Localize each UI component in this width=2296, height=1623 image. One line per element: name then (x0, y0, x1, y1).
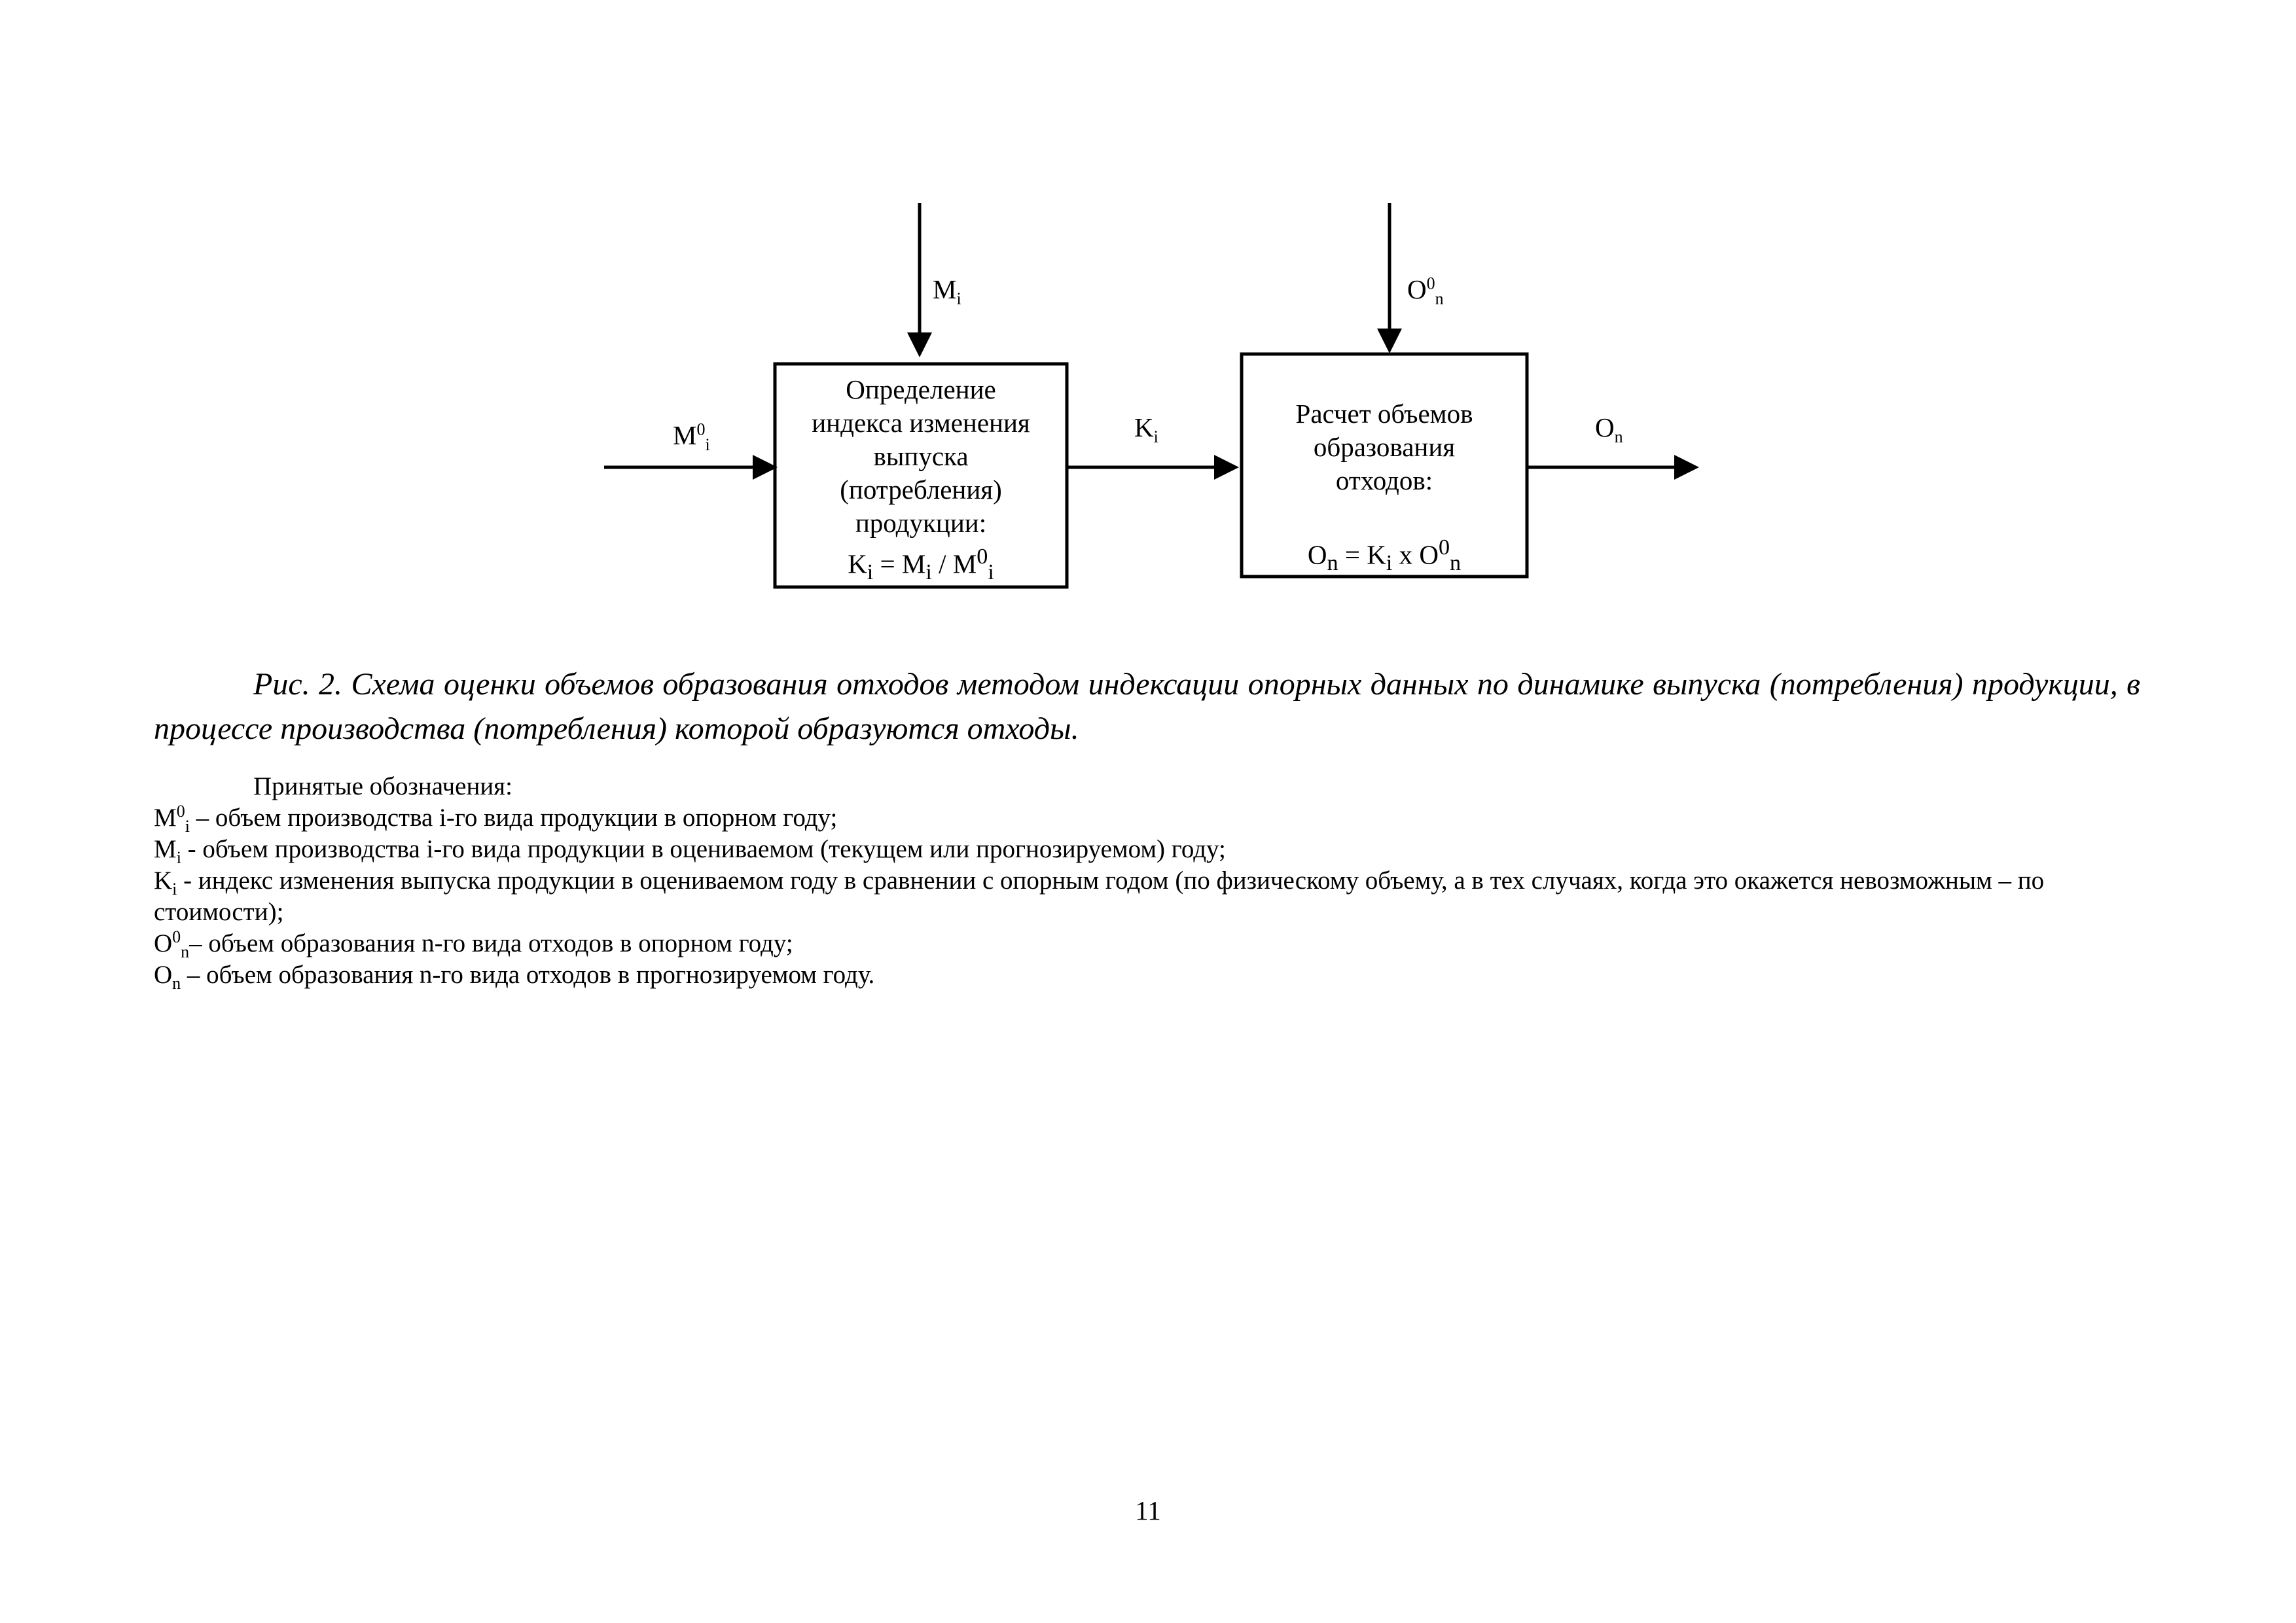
arrow-on-output (1527, 455, 1699, 480)
label-ki: $K_i$ (1134, 412, 1158, 447)
arrow-m0i-to-box1 (604, 455, 778, 480)
notation-item: $K_i$ - индекс изменения выпуска продукции в оцениваемом году в сравнении с опорным годом (по физическому объему, а в тех случаях, когда это окажется невозможным – по стоимости); (154, 866, 2045, 926)
notation-list (154, 771, 2140, 991)
box1-formula: $K_i = M_i / M^0_i$ (848, 544, 994, 584)
label-o0n: $O^0_n$ (1407, 274, 1444, 309)
box1-line: Определение (846, 374, 996, 404)
notation-item: $O^0_n-$ объем образования n-го вида отходов в опорном году; (154, 927, 793, 961)
label-m0i: $M^0_i$ (673, 419, 710, 455)
box1-line: продукции: (855, 508, 987, 538)
box1-line: выпуска (873, 441, 969, 471)
arrow-ki-to-box2 (1067, 455, 1239, 480)
flow-diagram (0, 0, 2296, 654)
box2-line: отходов: (1335, 465, 1433, 495)
box1-line: (потребления) (840, 474, 1002, 505)
box2-line: образования (1313, 432, 1456, 462)
notation-item: $M^0_i$ – объем производства i-го вида продукции в опорном году; (154, 802, 838, 836)
page-number: 11 (1135, 1495, 1161, 1525)
box1-line: индекса изменения (812, 408, 1030, 438)
arrow-mi-to-box1 (907, 203, 932, 357)
label-mi: $M_i$ (933, 274, 961, 309)
notation-item: $O_n$ – объем образования n-го вида отходов в прогнозируемом году. (154, 961, 875, 993)
notation-item: $M_i$ - объем производства i-го вида продукции в оцениваемом (текущем или прогнозируемом) году; (154, 835, 1226, 867)
arrow-o0n-to-box2 (1377, 203, 1402, 353)
label-on: $O_n$ (1595, 412, 1623, 447)
box2-text (1243, 397, 1526, 580)
box2-spacer (1243, 497, 1526, 531)
box1-text (776, 373, 1066, 589)
notation-heading: Принятые обозначения: (253, 772, 512, 800)
box2-formula: $O_n = K_i$ x $O^0_n$ (1307, 535, 1462, 575)
box2-line: Расчет объемов (1295, 399, 1473, 429)
figure-caption: Рис. 2. Схема оценки объемов образования отходов методом индексации опорных данных по динамике выпуска (потребления) продукции, в процессе производства (потребления) которой образуются отходы. (154, 667, 2140, 746)
